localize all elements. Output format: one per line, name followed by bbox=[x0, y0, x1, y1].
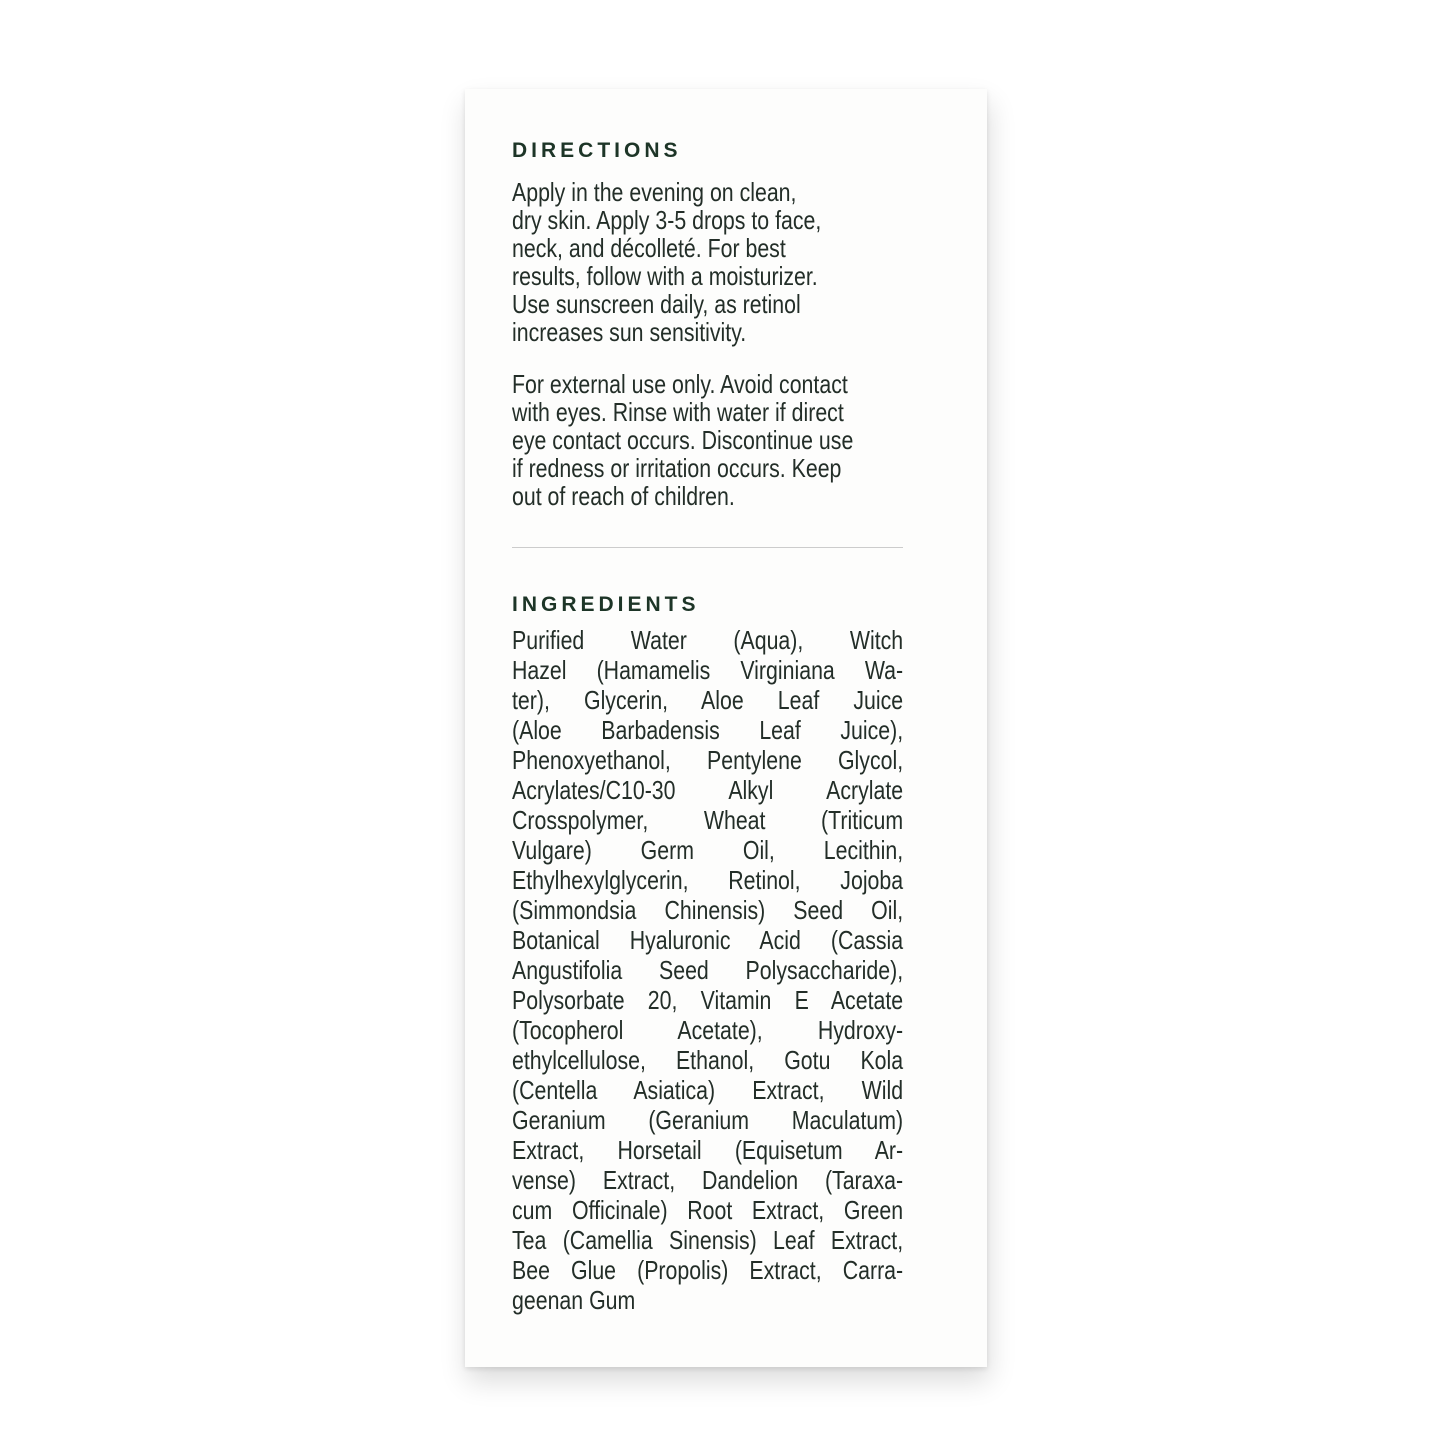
text-line: Apply in the evening on clean, bbox=[512, 177, 797, 207]
text-line: out of reach of children. bbox=[512, 481, 735, 511]
ingredients-heading: INGREDIENTS bbox=[512, 593, 700, 616]
text-line: (Tocopherol Acetate), Hydroxy- bbox=[512, 1015, 904, 1045]
text-line: Vulgare) Germ Oil, Lecithin, bbox=[512, 835, 904, 865]
text-line: geenan Gum bbox=[512, 1285, 636, 1315]
text-line: Hazel (Hamamelis Virginiana Wa- bbox=[512, 655, 904, 685]
text-line: if redness or irritation occurs. Keep bbox=[512, 453, 842, 483]
text-line: For external use only. Avoid contact bbox=[512, 369, 848, 399]
text-line: Angustifolia Seed Polysaccharide), bbox=[512, 955, 904, 985]
directions-heading: DIRECTIONS bbox=[512, 139, 682, 162]
text-line: neck, and décolleté. For best bbox=[512, 233, 786, 263]
text-line: Tea (Camellia Sinensis) Leaf Extract, bbox=[512, 1225, 904, 1255]
text-line: Ethylhexylglycerin, Retinol, Jojoba bbox=[512, 865, 904, 895]
section-divider bbox=[512, 547, 903, 548]
text-line: increases sun sensitivity. bbox=[512, 317, 747, 347]
text-line: results, follow with a moisturizer. bbox=[512, 261, 818, 291]
product-label-panel bbox=[465, 89, 987, 1367]
text-line: ter), Glycerin, Aloe Leaf Juice bbox=[512, 685, 904, 715]
directions-paragraph-warnings bbox=[512, 370, 903, 510]
text-line: Purified Water (Aqua), Witch bbox=[512, 625, 904, 655]
text-line: Polysorbate 20, Vitamin E Acetate bbox=[512, 985, 904, 1015]
text-line: Geranium (Geranium Maculatum) bbox=[512, 1105, 904, 1135]
text-line: vense) Extract, Dandelion (Taraxa- bbox=[512, 1165, 904, 1195]
directions-section bbox=[512, 139, 903, 510]
text-line: Acrylates/C10-30 Alkyl Acrylate bbox=[512, 775, 904, 805]
text-line: ethylcellulose, Ethanol, Gotu Kola bbox=[512, 1045, 904, 1075]
text-line: Crosspolymer, Wheat (Triticum bbox=[512, 805, 904, 835]
text-line: Use sunscreen daily, as retinol bbox=[512, 289, 801, 319]
text-line: (Aloe Barbadensis Leaf Juice), bbox=[512, 715, 904, 745]
ingredients-section bbox=[512, 593, 903, 1315]
text-line: cum Officinale) Root Extract, Green bbox=[512, 1195, 904, 1225]
text-line: (Simmondsia Chinensis) Seed Oil, bbox=[512, 895, 904, 925]
directions-paragraph-usage bbox=[512, 178, 903, 346]
text-line: dry skin. Apply 3-5 drops to face, bbox=[512, 205, 822, 235]
text-line: eye contact occurs. Discontinue use bbox=[512, 425, 854, 455]
text-line: Botanical Hyaluronic Acid (Cassia bbox=[512, 925, 904, 955]
text-line: Extract, Horsetail (Equisetum Ar- bbox=[512, 1135, 904, 1165]
text-line: (Centella Asiatica) Extract, Wild bbox=[512, 1075, 904, 1105]
text-line: Bee Glue (Propolis) Extract, Carra- bbox=[512, 1255, 904, 1285]
text-line: with eyes. Rinse with water if direct bbox=[512, 397, 844, 427]
text-line: Phenoxyethanol, Pentylene Glycol, bbox=[512, 745, 904, 775]
ingredients-list-text bbox=[512, 625, 903, 1315]
